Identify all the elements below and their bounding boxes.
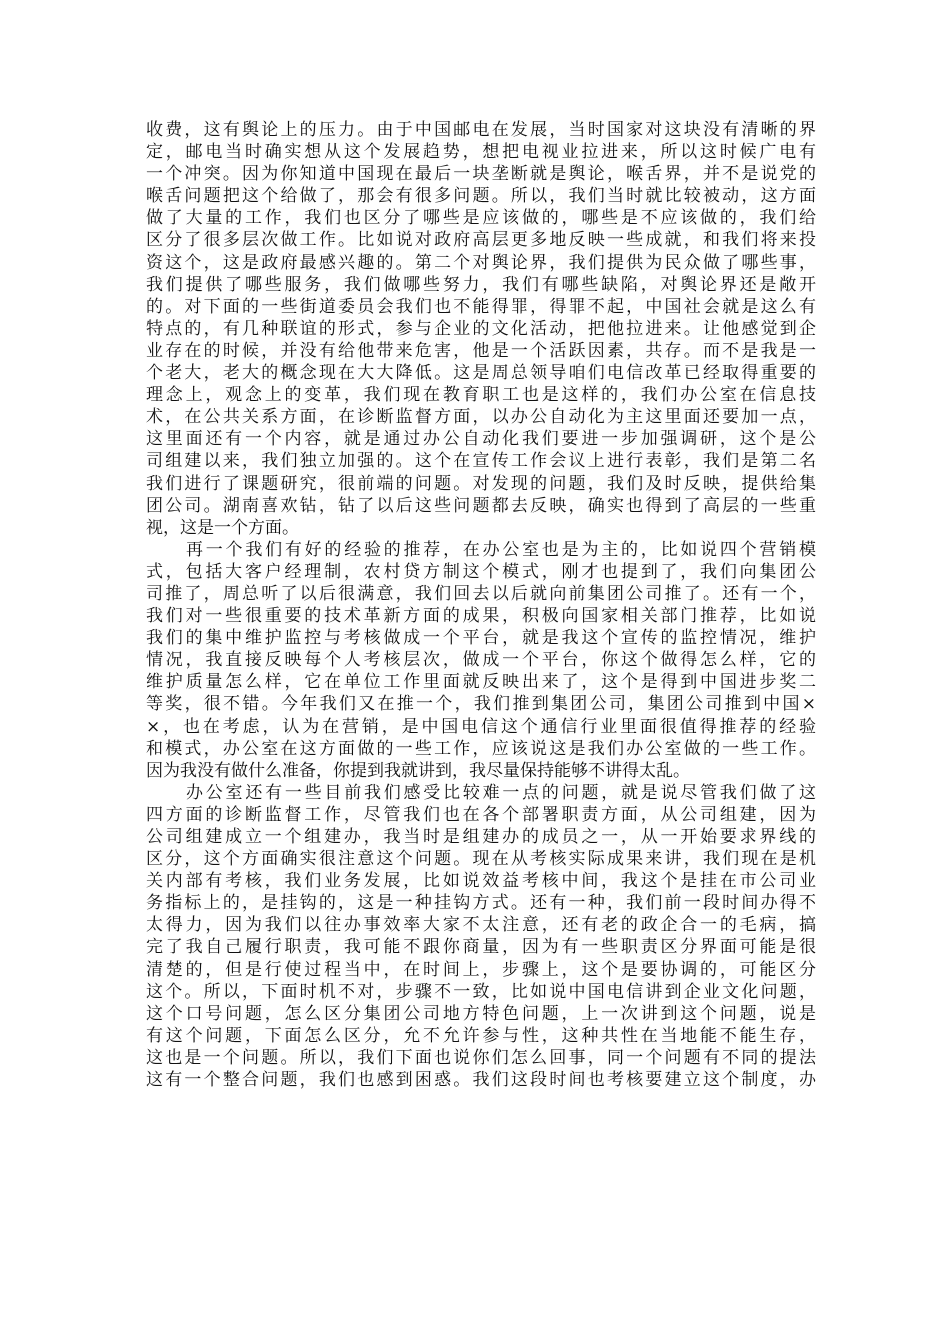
text-line: 特点的，有几种联谊的形式，参与企业的文化活动，把他拉进来。让他感觉到企 — [146, 318, 816, 339]
text-line: 我们进行了课题研究，很前端的问题。对发现的问题，我们及时反映，提供给集 — [146, 473, 816, 494]
text-line: 有这个问题，下面怎么区分，允不允许参与性，这种共性在当地能不能生存， — [146, 1025, 816, 1046]
text-line: 我们提供了哪些服务，我们做哪些努力，我们有哪些缺陷，对舆论界还是敞开 — [146, 274, 816, 295]
paragraph — [146, 782, 816, 1091]
text-line: 这也是一个问题。所以，我们下面也说你们怎么回事，同一个问题有不同的提法 — [146, 1047, 816, 1068]
text-line: 和模式，办公室在这方面做的一些工作，应该说这是我们办公室做的一些工作。 — [146, 738, 816, 759]
text-line: 我们对一些很重要的技术革新方面的成果，积极向国家相关部门推荐，比如说 — [146, 606, 816, 627]
text-line: 资这个，这是政府最感兴趣的。第二个对舆论界，我们提供为民众做了哪些事， — [146, 252, 816, 273]
text-line: 一个冲突。因为你知道中国现在最后一块垄断就是舆论，喉舌界，并不是说党的 — [146, 164, 816, 185]
text-line: 四方面的诊断监督工作，尽管我们也在各个部署职责方面，从公司组建，因为 — [146, 804, 816, 825]
text-line: 的。对下面的一些街道委员会我们也不能得罪，得罪不起，中国社会就是这么有 — [146, 296, 816, 317]
text-line: 维护质量怎么样，它在单位工作里面就反映出来了，这个是得到中国进步奖二 — [146, 672, 816, 693]
text-line: 定，邮电当时确实想从这个发展趋势，想把电视业拉进来，所以这时候广电有 — [146, 142, 816, 163]
text-line: 情况，我直接反映每个人考核层次，做成一个平台，你这个做得怎么样，它的 — [146, 650, 816, 671]
text-line: 团公司。湖南喜欢钻，钻了以后这些问题都去反映，确实也得到了高层的一些重 — [146, 495, 816, 516]
text-line: 式，包括大客户经理制，农村贷方制这个模式，刚才也提到了，我们向集团公 — [146, 561, 816, 582]
text-line: 区分了很多层次做工作。比如说对政府高层更多地反映一些成就，和我们将来投 — [146, 230, 816, 251]
document-body — [146, 119, 816, 1091]
text-line: 办公室还有一些目前我们感受比较难一点的问题，就是说尽管我们做了这 — [186, 782, 816, 803]
text-line: 关内部有考核，我们业务发展，比如说效益考核中间，我这个是挂在市公司业 — [146, 871, 816, 892]
text-line: 这个口号问题，怎么区分集团公司地方特色问题，上一次讲到这个问题，说是 — [146, 1003, 816, 1024]
text-line: 这里面还有一个内容，就是通过办公自动化我们要进一步加强调研，这个是公 — [146, 429, 816, 450]
text-line: 司推了，周总听了以后很满意，我们回去以后就向前集团公司推了。还有一个， — [146, 583, 816, 604]
text-line: 理念上，观念上的变革，我们现在教育职工也是这样的，我们办公室在信息技 — [146, 385, 816, 406]
text-line: 视，这是一个方面。 — [146, 517, 299, 538]
text-line: 等奖，很不错。今年我们又在推一个，我们推到集团公司，集团公司推到中国× — [146, 694, 816, 715]
text-line: 再一个我们有好的经验的推荐，在办公室也是为主的，比如说四个营销模 — [186, 539, 816, 560]
text-line: 公司组建成立一个组建办，我当时是组建办的成员之一，从一开始要求界线的 — [146, 827, 816, 847]
text-line: 术，在公共关系方面，在诊断监督方面，以办公自动化为主这里面还要加一点， — [146, 407, 816, 428]
text-line: 这有一个整合问题，我们也感到困惑。我们这段时间也考核要建立这个制度，办 — [146, 1070, 816, 1091]
paragraph — [146, 539, 816, 782]
text-line: 司组建以来，我们独立加强的。这个在宣传工作会议上进行表彰，我们是第二名 — [146, 451, 816, 472]
text-line: 区分，这个方面确实很注意这个问题。现在从考核实际成果来讲，我们现在是机 — [146, 849, 816, 870]
text-line: 完了我自己履行职责，我可能不跟你商量，因为有一些职责区分界面可能是很 — [146, 937, 816, 958]
text-line: 喉舌问题把这个给做了，那会有很多问题。所以，我们当时就比较被动，这方面 — [146, 186, 816, 207]
text-line: 我们的集中维护监控与考核做成一个平台，就是我这个宣传的监控情况，维护 — [146, 628, 816, 649]
paragraph — [146, 119, 816, 539]
text-line: 业存在的时候，并没有给他带来危害，他是一个活跃因素，共存。而不是我是一 — [146, 340, 816, 361]
text-line: 清楚的，但是行使过程当中，在时间上，步骤上，这个是要协调的，可能区分 — [146, 959, 816, 980]
text-line: ×，也在考虑，认为在营销，是中国电信这个通信行业里面很值得推荐的经验 — [146, 716, 816, 737]
text-line: 太得力，因为我们以往办事效率大家不太注意，还有老的政企合一的毛病，搞 — [146, 915, 816, 936]
text-line: 因为我没有做什么准备，你提到我就讲到，我尽量保持能够不讲得太乱。 — [146, 760, 690, 781]
text-line: 这个。所以，下面时机不对，步骤不一致，比如说中国电信讲到企业文化问题， — [146, 981, 816, 1002]
text-line: 收费，这有舆论上的压力。由于中国邮电在发展，当时国家对这块没有清晰的界 — [146, 120, 816, 140]
text-line: 个老大，老大的概念现在大大降低。这是周总领导咱们电信改革已经取得重要的 — [146, 363, 816, 384]
text-line: 务指标上的，是挂钩的，这是一种挂钩方式。还有一种，我们前一段时间办得不 — [146, 893, 816, 914]
text-line: 做了大量的工作，我们也区分了哪些是应该做的，哪些是不应该做的，我们给 — [146, 208, 816, 229]
